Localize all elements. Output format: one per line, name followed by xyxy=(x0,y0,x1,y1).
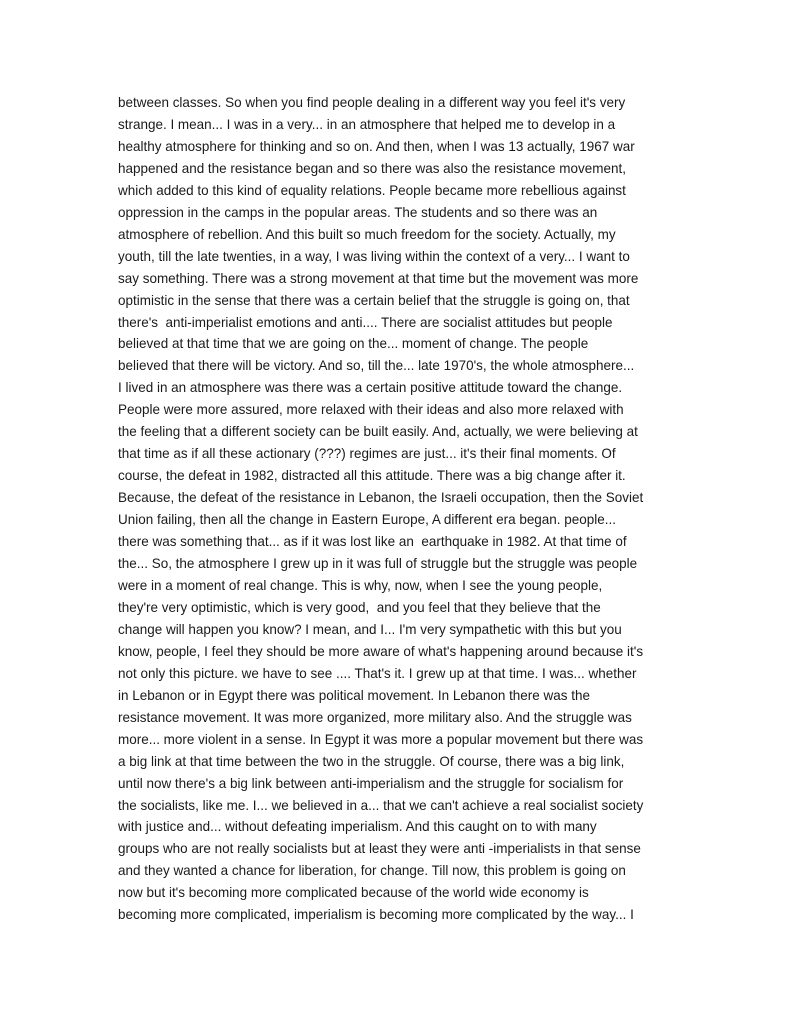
text-line: believed at that time that we are going on the... moment of change. The people xyxy=(118,336,589,352)
text-line: were in a moment of real change. This is why, now, when I see the young people, xyxy=(118,577,603,593)
text-line: not only this picture. we have to see .... That's it. I grew up at that time. I was... whether xyxy=(118,665,637,681)
text-line: becoming more complicated, imperialism is becoming more complicated by the way... I xyxy=(118,907,634,923)
text-line: believed that there will be victory. And so, till the... late 1970's, the whole atmosphere... xyxy=(118,358,635,374)
text-line: youth, till the late twenties, in a way, I was living within the context of a very... I want to xyxy=(118,248,630,264)
text-line: oppression in the camps in the popular areas. The students and so there was an xyxy=(118,204,598,220)
text-line: Union failing, then all the change in Eastern Europe, A different era began. people... xyxy=(118,512,616,528)
text-line: which added to this kind of equality relations. People became more rebellious against xyxy=(118,182,626,198)
text-line: Because, the defeat of the resistance in Lebanon, the Israeli occupation, then the Soviet xyxy=(118,490,644,506)
text-line: in Lebanon or in Egypt there was political movement. In Lebanon there was the xyxy=(118,687,590,703)
text-line: know, people, I feel they should be more aware of what's happening around because it's xyxy=(118,643,644,659)
text-line: until now there's a big link between anti-imperialism and the struggle for socialism for xyxy=(118,775,624,791)
text-line: resistance movement. It was more organized, more military also. And the struggle was xyxy=(118,709,632,725)
text-line: I lived in an atmosphere was there was a certain positive attitude toward the change. xyxy=(118,380,623,396)
text-line: healthy atmosphere for thinking and so on. And then, when I was 13 actually, 1967 war xyxy=(118,138,635,154)
text-line: course, the defeat in 1982, distracted all this attitude. There was a big change after it. xyxy=(118,468,626,484)
text-line: change will happen you know? I mean, and I... I'm very sympathetic with this but you xyxy=(118,621,622,637)
text-line: that time as if all these actionary (???) regimes are just... it's their final moments. Of xyxy=(118,446,616,462)
body-text xyxy=(118,92,698,926)
text-line: say something. There was a strong movement at that time but the movement was more xyxy=(118,270,639,286)
text-line: they're very optimistic, which is very good, and you feel that they believe that the xyxy=(118,599,601,615)
text-line: the... So, the atmosphere I grew up in it was full of struggle but the struggle was people xyxy=(118,556,638,572)
text-line: the socialists, like me. I... we believed in a... that we can't achieve a real socialist society xyxy=(118,797,644,813)
text-line: groups who are not really socialists but at least they were anti -imperialists in that sense xyxy=(118,841,641,857)
text-line: there was something that... as if it was lost like an earthquake in 1982. At that time of xyxy=(118,534,627,550)
text-line: between classes. So when you find people dealing in a different way you feel it's very xyxy=(118,95,626,110)
text-line: happened and the resistance began and so there was also the resistance movement, xyxy=(118,160,626,176)
text-line: there's anti-imperialist emotions and anti.... There are socialist attitudes but people xyxy=(118,314,613,330)
text-line: optimistic in the sense that there was a certain belief that the struggle is going on, that xyxy=(118,292,630,308)
text-line: a big link at that time between the two in the struggle. Of course, there was a big link, xyxy=(118,753,625,769)
text-line: now but it's becoming more complicated because of the world wide economy is xyxy=(118,885,589,901)
text-line: People were more assured, more relaxed with their ideas and also more relaxed with xyxy=(118,402,624,418)
text-line: strange. I mean... I was in a very... in an atmosphere that helped me to develop in a xyxy=(118,116,616,132)
text-line: atmosphere of rebellion. And this built so much freedom for the society. Actually, my xyxy=(118,226,616,242)
text-line: more... more violent in a sense. In Egypt it was more a popular movement but there was xyxy=(118,731,644,747)
text-line: and they wanted a chance for liberation, for change. Till now, this problem is going on xyxy=(118,863,626,879)
text-line: the feeling that a different society can be built easily. And, actually, we were believing at xyxy=(118,424,638,440)
text-line: with justice and... without defeating imperialism. And this caught on to with many xyxy=(118,819,597,835)
